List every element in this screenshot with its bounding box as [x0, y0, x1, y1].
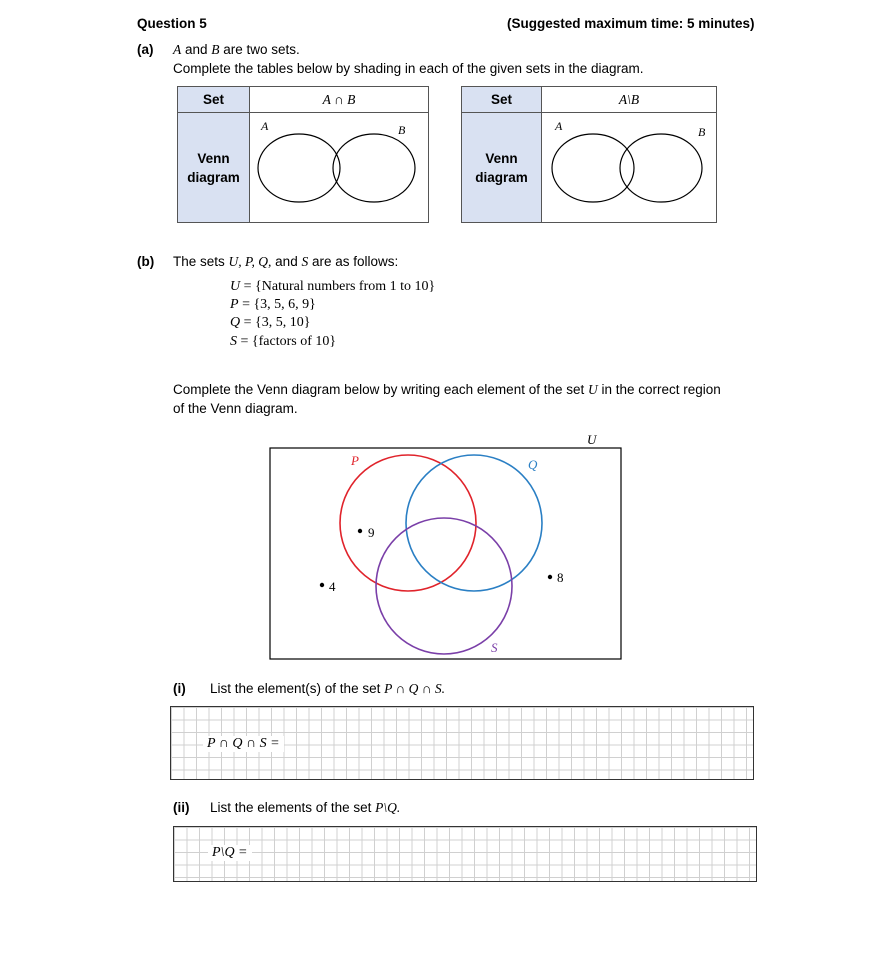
set-s-label: S	[491, 640, 498, 655]
two-set-venn[interactable]	[542, 114, 716, 222]
definition-q: Q = {3, 5, 10}	[230, 315, 311, 330]
venn-instruction-line-2: of the Venn diagram.	[173, 401, 298, 416]
table-set-header: Set	[178, 87, 250, 113]
two-set-venn[interactable]	[250, 114, 428, 222]
sub-part-i-prompt: List the element(s) of the set P ∩ Q ∩ S.	[210, 681, 445, 696]
answer-label-ii: P\Q =	[208, 845, 252, 861]
answer-grid-i[interactable]	[170, 706, 754, 780]
answer-grid-ii[interactable]	[173, 826, 757, 882]
circle-a-label: A	[261, 118, 269, 133]
suggested-time: (Suggested maximum time: 5 minutes)	[507, 16, 755, 31]
sub-part-ii-prompt: List the elements of the set P\Q.	[210, 800, 401, 815]
set-p-circle	[340, 455, 476, 591]
table-row-label: Venn diagram	[178, 113, 250, 223]
table-set-header: Set	[462, 87, 542, 113]
circle-a-label: A	[555, 118, 563, 133]
venn-instruction-line-1: Complete the Venn diagram below by writing each element of the set U in the correct region	[173, 382, 721, 397]
sub-part-i-label: (i)	[173, 681, 186, 696]
venn-table-difference	[461, 86, 717, 223]
element-4: 4	[329, 579, 336, 594]
set-q-circle	[406, 455, 542, 591]
venn-table-intersection	[177, 86, 429, 223]
venn-shading-area[interactable]	[250, 113, 429, 223]
set-s-circle	[376, 518, 512, 654]
part-a-label: (a)	[137, 42, 154, 57]
element-dot	[320, 583, 324, 587]
table-operation: A ∩ B	[250, 87, 429, 113]
set-a-symbol: A	[173, 42, 182, 57]
venn-shading-area[interactable]	[542, 113, 717, 223]
three-set-venn-diagram[interactable]	[260, 428, 632, 664]
universal-set-label: U	[587, 432, 597, 447]
element-dot	[358, 529, 362, 533]
part-a-line-1: A and B are two sets.	[173, 42, 300, 57]
set-q-label: Q	[528, 457, 538, 472]
set-p-label: P	[351, 453, 359, 468]
part-b-intro: The sets U, P, Q, and S are as follows:	[173, 254, 399, 269]
universal-set-box	[270, 448, 621, 659]
table-operation: A\B	[542, 87, 717, 113]
element-9: 9	[368, 525, 375, 540]
part-a-instruction: Complete the tables below by shading in each of the given sets in the diagram.	[173, 61, 644, 76]
sub-part-ii-label: (ii)	[173, 800, 190, 815]
part-b-label: (b)	[137, 254, 155, 269]
element-dot	[548, 575, 552, 579]
circle-b-label: B	[398, 122, 406, 137]
set-b-symbol: B	[211, 42, 220, 57]
definition-u: U = {Natural numbers from 1 to 10}	[230, 279, 436, 294]
definition-p: P = {3, 5, 6, 9}	[230, 297, 316, 312]
circle-b-label: B	[698, 124, 706, 139]
answer-label-i: P ∩ Q ∩ S =	[203, 736, 284, 752]
table-row-label: Venn diagram	[462, 113, 542, 223]
question-title: Question 5	[137, 16, 207, 31]
element-8: 8	[557, 570, 564, 585]
definition-s: S = {factors of 10}	[230, 334, 337, 349]
